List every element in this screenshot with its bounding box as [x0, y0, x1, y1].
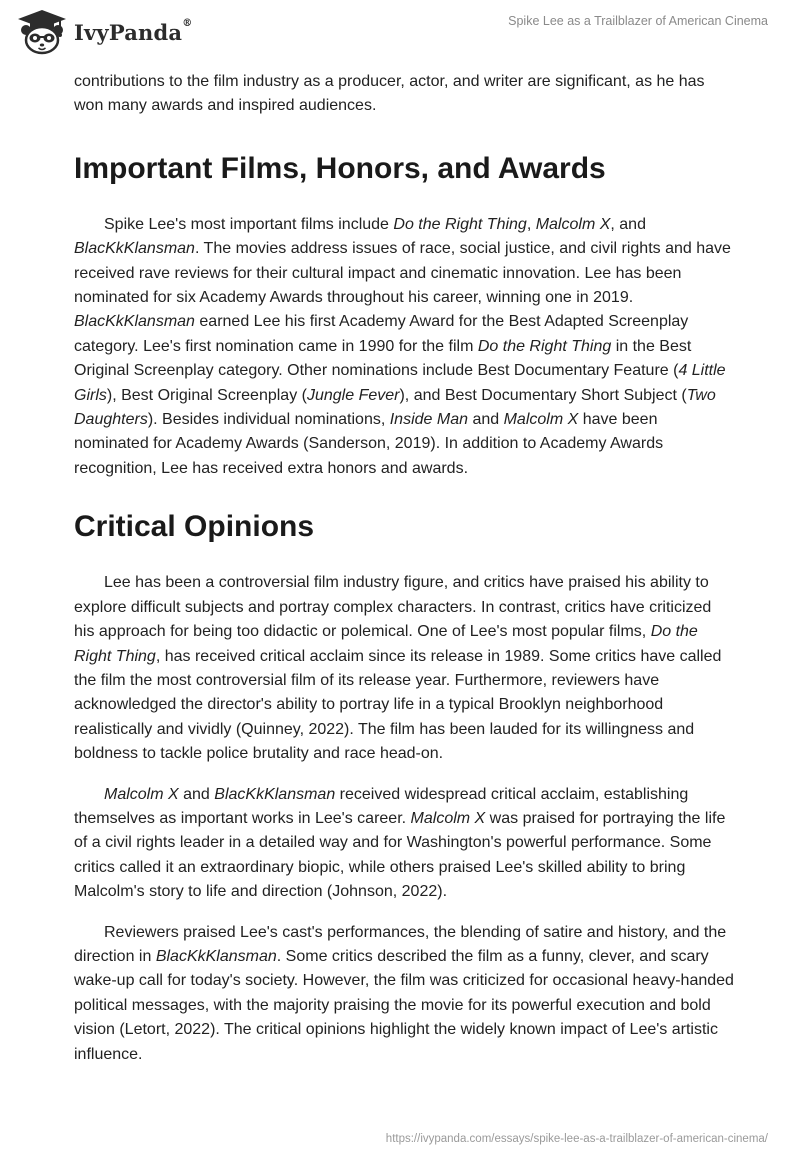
registered-mark: ®: [182, 17, 193, 29]
page-header: [0, 0, 800, 64]
panda-graduate-icon: [14, 8, 70, 56]
section-heading-critical-opinions: Critical Opinions: [74, 510, 315, 544]
films-awards-paragraph: Spike Lee's most important films include Do the Right Thing, Malcolm X, and BlacKkKlansman. The movies address issues of race, social justice, and civil rights and have received rave reviews for their cultural impact and cinematic innovation. Lee has been nominated for six Academy Awards throughout his career, winning one in 2019. BlacKkKlansman earned Lee his first Academy Award for the Best Adapted Screenplay category. Lee's first nomination came in 1990 for the film Do the Right Thing in the Best Original Screenplay category. Other nominations include Best Documentary Feature (4 Little Girls), Best Original Screenplay (Jungle Fever), and Best Documentary Short Subject (Two Daughters). Besides individual nominations, Inside Man and Malcolm X have been nominated for Academy Awards (Sanderson, 2019). In addition to Academy Awards recognition, Lee has received extra honors and awards.: [74, 215, 731, 477]
document-title: Spike Lee as a Trailblazer of American Cinema: [508, 14, 768, 28]
intro-paragraph: contributions to the film industry as a producer, actor, and writer are significant, as he has won many awards and inspired audiences.: [74, 73, 705, 115]
logo-wordmark: IvyPanda®: [74, 17, 193, 45]
critical-paragraph-3: Reviewers praised Lee's cast's performances, the blending of satire and history, and the direction in BlacKkKlansman. Some critics described the film as a funny, clever, and scary wake-up call for today's society. However, the film was criticized for occasional heavy-handed political messages, with the majority praising the movie for its powerful execution and bold vision (Letort, 2022). The critical opinions highlight the widely known impact of Lee's artistic influence.: [74, 923, 734, 1063]
critical-paragraph-1: Lee has been a controversial film industry figure, and critics have praised his ability to explore difficult subjects and portray complex characters. In contrast, critics have criticized his approach for being too didactic or polemical. One of Lee's most popular films, Do the Right Thing, has received critical acclaim since its release in 1989. Some critics have called the film the most controversial film of its release year. Furthermore, reviewers have acknowledged the director's ability to portray life in a typical Brooklyn neighborhood realistically and vividly (Quinney, 2022). The film has been lauded for its willingness and boldness to tackle police brutality and race head-on.: [74, 574, 722, 763]
critical-paragraph-2: Malcolm X and BlacKkKlansman received widespread critical acclaim, establishing themselves as important works in Lee's career. Malcolm X was praised for portraying the life of a civil rights leader in a detailed way and for Washington's powerful performance. Some critics called it an extraordinary biopic, while others praised Lee's skilled ability to bring Malcolm's story to life and direction (Johnson, 2022).: [74, 785, 726, 901]
ivypanda-logo[interactable]: [14, 8, 192, 56]
source-url[interactable]: https://ivypanda.com/essays/spike-lee-as-a-trailblazer-of-american-cinema/: [385, 1133, 768, 1145]
section-heading-films-awards: Important Films, Honors, and Awards: [74, 151, 606, 185]
essay-content: [74, 70, 734, 1067]
